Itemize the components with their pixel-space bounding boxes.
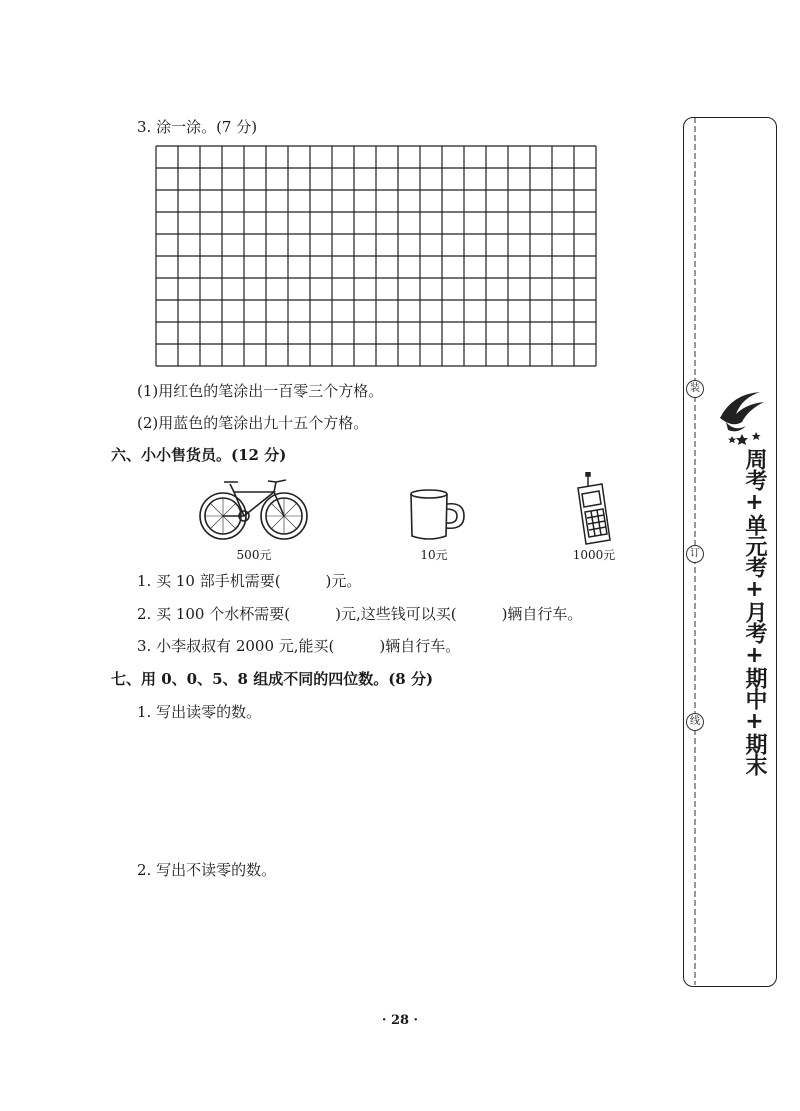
cup-price: 10元 (420, 548, 448, 562)
binding-mark-2: 订 (686, 545, 704, 563)
page-number: · 28 · (381, 1013, 419, 1028)
section7-q1: 1. 写出读零的数。 (137, 703, 262, 721)
binding-mark-1: 装 (686, 380, 704, 398)
section6-q1: 1. 买 10 部手机需要( )元。 (137, 572, 362, 590)
q3-title: 3. 涂一涂。(7 分) (137, 118, 258, 136)
section6-q2: 2. 买 100 个水杯需要( )元,这些钱可以买( )辆自行车。 (137, 605, 583, 623)
q3-item-2: (2)用蓝色的笔涂出九十五个方格。 (137, 414, 369, 432)
section7-title: 七、用 0、0、5、8 组成不同的四位数。(8 分) (111, 670, 434, 688)
section7-q2: 2. 写出不读零的数。 (137, 861, 277, 879)
sidebar-title: 周考+单元考+月考+期中+期末 (742, 448, 767, 775)
bicycle-price: 500元 (236, 548, 272, 562)
section6-q3: 3. 小李叔叔有 2000 元,能买( )辆自行车。 (137, 637, 461, 655)
q3-item-1: (1)用红色的笔涂出一百零三个方格。 (137, 382, 384, 400)
phone-price: 1000元 (572, 548, 616, 562)
brand-logo-icon (712, 388, 770, 446)
binding-mark-3: 线 (686, 713, 704, 731)
section6-title: 六、小小售货员。(12 分) (111, 446, 287, 464)
